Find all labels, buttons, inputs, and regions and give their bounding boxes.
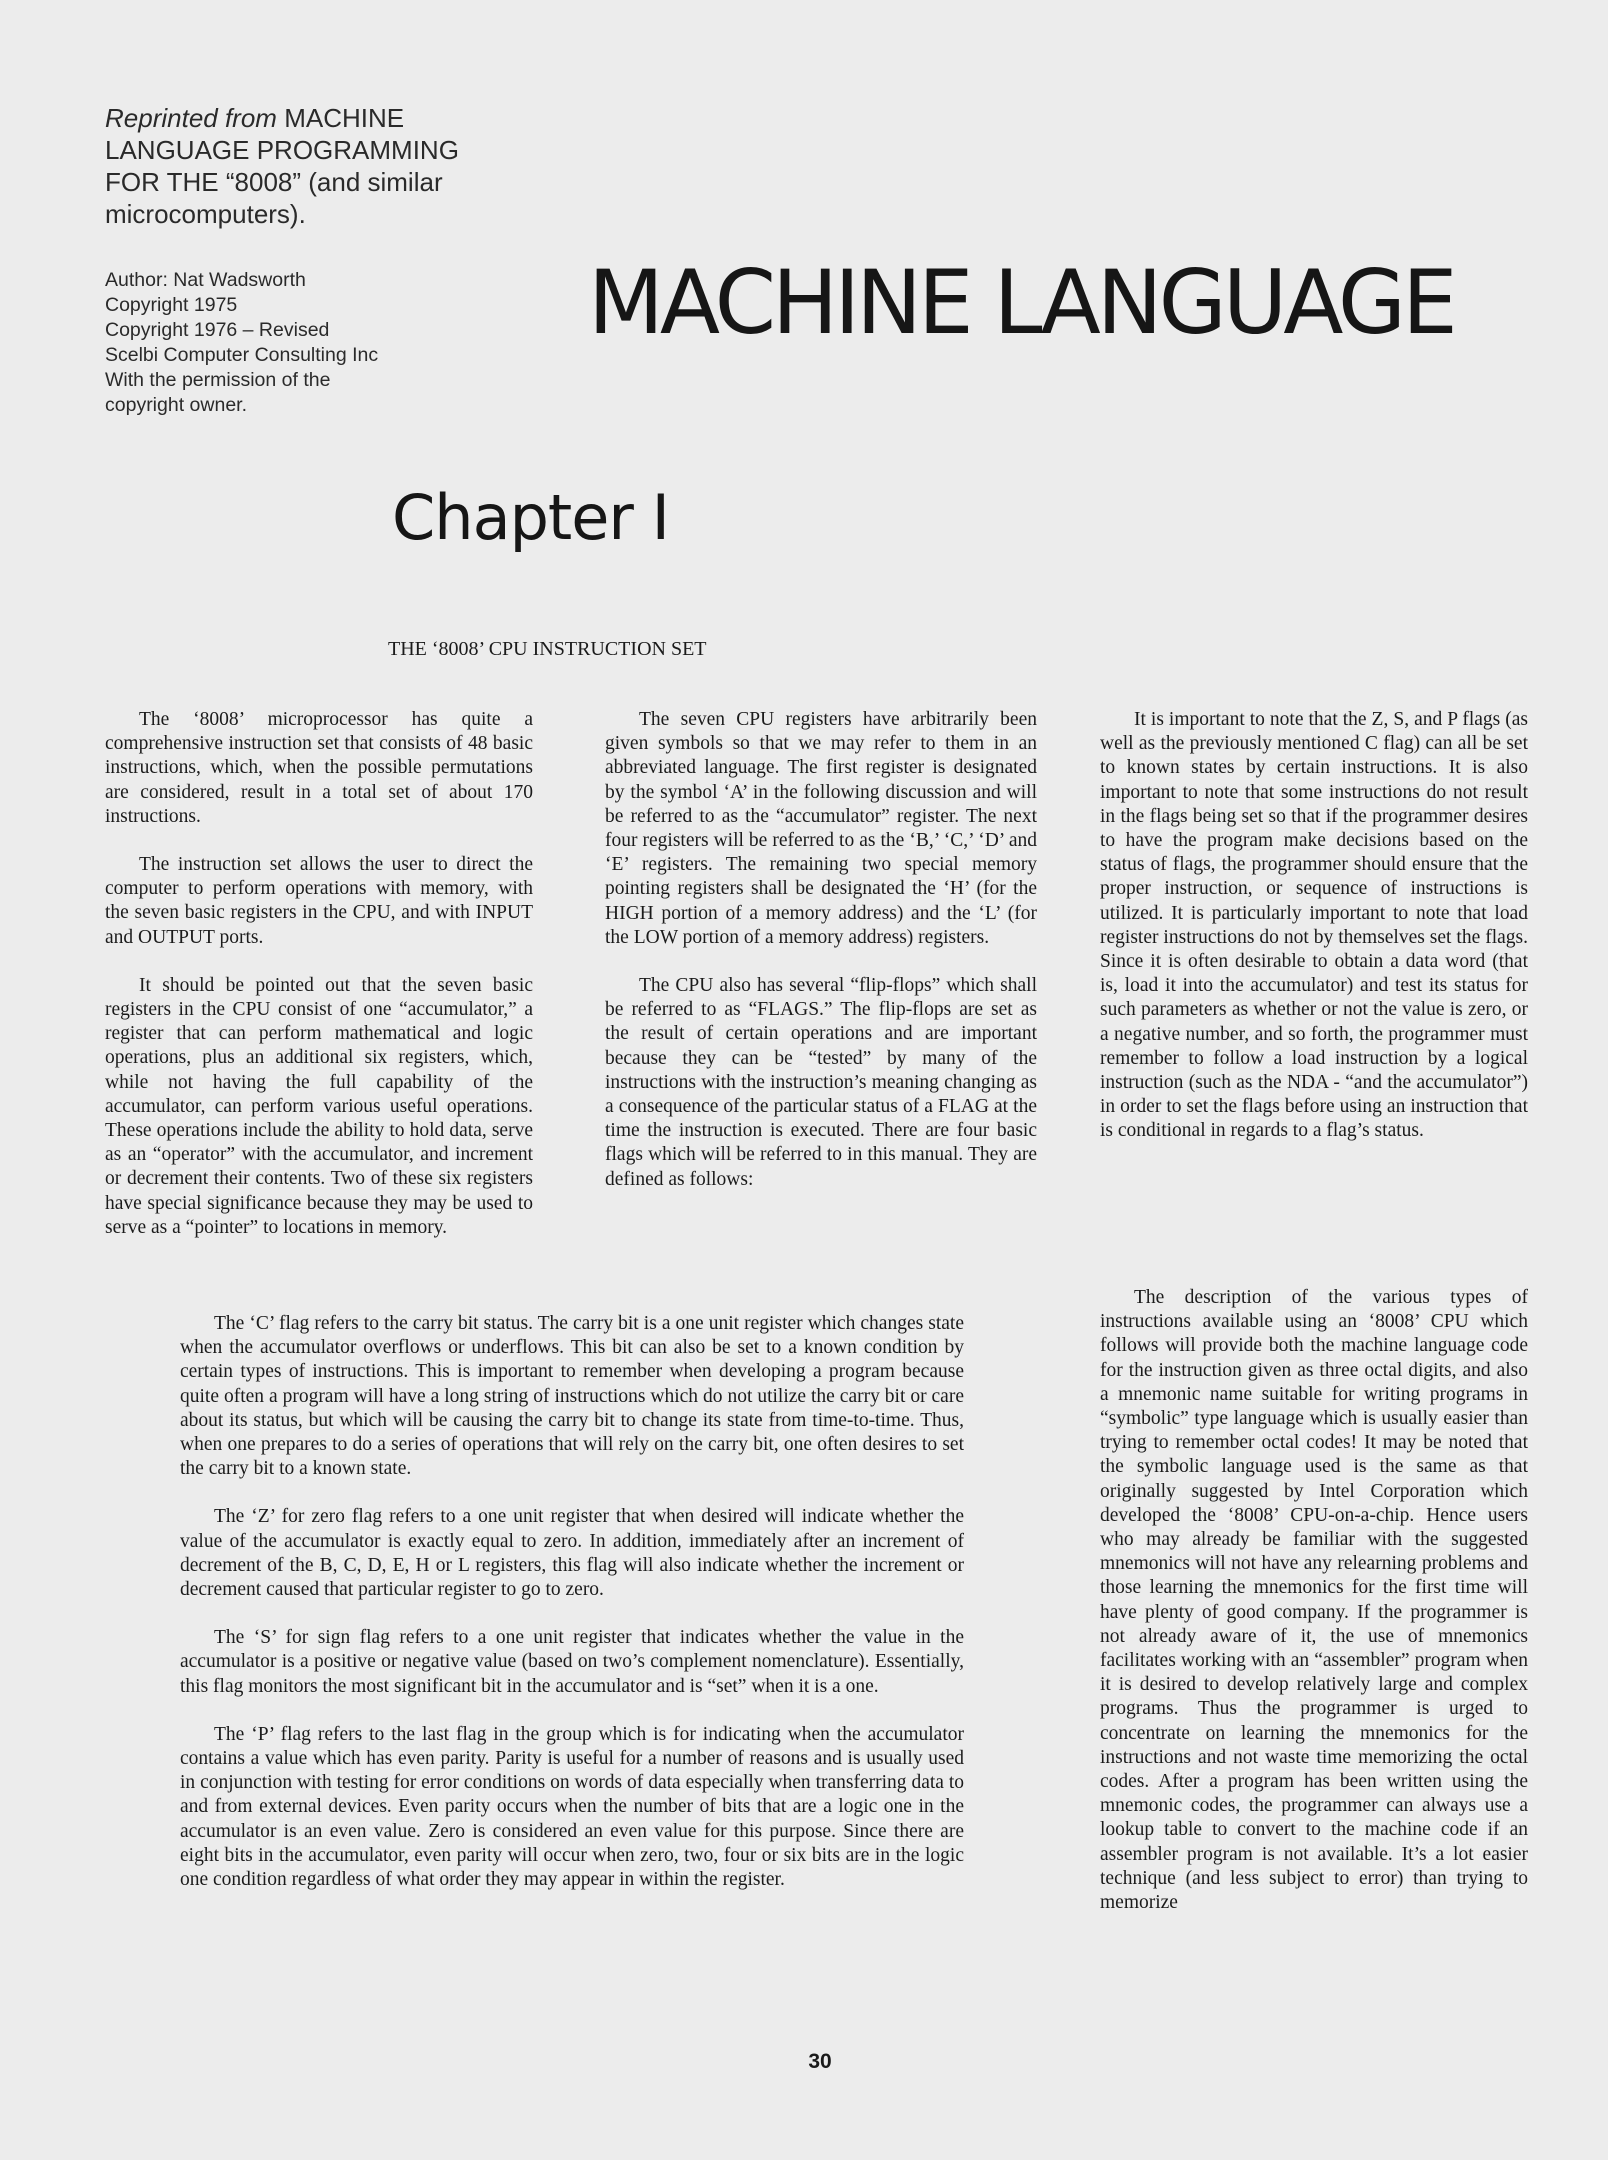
paragraph: The ‘8008’ microprocessor has quite a comprehensive instruction set that consists of 48 basic instructions, which, when the possible permutations are considered, result in a total set of about 170 instructions. [105,709,533,827]
paragraph: The seven CPU registers have arbitrarily been given symbols so that we may refer to them in an abbreviated language. The first register is designated by the symbol ‘A’ in the following discussion and will be referred to as the “accumulator” register. The next four registers will be referred to as the ‘B,’ ‘C,’ ‘D’ and ‘E’ registers. The remaining two special memory pointing registers shall be designated the ‘H’ (for the HIGH portion of a memory address) and the ‘L’ (for the LOW portion of a memory address) registers. [605,709,1037,948]
paragraph: It should be pointed out that the seven basic registers in the CPU consist of one “accumulator,” a register that can perform mathematical and logic operations, plus an additional six registers, which, while not having the full capability of the accumulator, can perform various useful operations. These operations include the ability to hold data, serve as an “operator” with the accumulator, and increment or decrement their contents. Two of these six registers have special significance because they may be used to serve as a “pointer” to locations in memory. [105,974,533,1238]
credit-line: Copyright 1976 – Revised [105,319,330,341]
flag-paragraph-p: The ‘P’ flag refers to the last flag in the group which is for indicating when the accumulator contains a value which has even parity. Parity is useful for a number of reasons and is usually used in conjunction with testing for error conditions on words of data especially when transferring data to and from external devices. Even parity occurs when the number of bits that are a logic one in the accumulator is an even value. Zero is considered an even value for this purpose. Since there are eight bits in the accumulator, even parity will occur when zero, two, four or six bits are in the logic one condition regardless of what order they may appear in within the register. [180,1723,964,1891]
chapter-heading: Chapter I [392,481,669,554]
page-title: MACHINE LANGUAGE [588,251,1454,354]
text-column-3 [1100,708,1528,1144]
paragraph: It is important to note that the Z, S, and P flags (as well as the previously mentioned C flag) can all be set to known states by certain instructions. It is also important to note that some instructions do not result in the flags being set so that if the programmer desires to have the program make decisions based on the status of flags, the programmer should ensure that the proper instruction, or sequence of instructions is utilized. It is particularly important to note that load register instructions do not by themselves set the flags. Since it is often desirable to obtain a data word (that is, load it into the accumulator) and test its status for such parameters as whether or not the value is zero, or a negative number, and so forth, the programmer must remember to follow a load instruction by a logical instruction (such as the NDA - “and the accumulator”) in order to set the flags before using an instruction that is conditional in regards to a flag’s status. [1100,709,1528,1142]
flag-definitions [180,1312,964,1892]
credit-line: Copyright 1975 [105,294,238,316]
section-heading: THE ‘8008’ CPU INSTRUCTION SET [388,638,707,660]
credit-line: With the permission of the [105,369,331,391]
page-number: 30 [808,2050,832,2073]
paragraph: The instruction set allows the user to direct the computer to perform operations with memory, with the seven basic registers in the CPU, and with INPUT and OUTPUT ports. [105,854,533,948]
credit-line: Scelbi Computer Consulting Inc [105,344,379,366]
reprint-notice [105,102,505,230]
paragraph: The description of the various types of instructions available using an ‘8008’ CPU which follows will provide both the machine language code for the instruction given as three octal digits, and also a mnemonic name suitable for writing programs in “symbolic” type language which is usually easier than trying to remember octal codes! It may be noted that the symbolic language used is the same as that originally suggested by Intel Corporation which developed the ‘8008’ CPU-on-a-chip. Hence users who may already be familiar with the suggested mnemonics will not have any relearning problems and those learning the mnemonics for the first time will have plenty of good company. If the programmer is not already aware of it, the use of mnemonics facilitates working with an “assembler” program when it is desired to develop relatively large and complex programs. Thus the programmer is urged to concentrate on learning the mnemonics for the instructions and not waste time memorizing the octal codes. After a program has been written using the mnemonic codes, the programmer can always use a lookup table to convert to the machine code if an assembler program is not available. It’s a lot easier technique (and less subject to error) than trying to memorize [1100,1287,1528,1914]
credit-line: copyright owner. [105,394,247,416]
reprint-source: MACHINE LANGUAGE PROGRAMMING FOR THE “8008” (and similar microcomputers). [105,103,459,229]
flag-paragraph-z: The ‘Z’ for zero flag refers to a one unit register that when desired will indicate whether the value of the accumulator is exactly equal to zero. In addition, immediately after an increment of decrement of the B, C, D, E, H or L registers, this flag will also indicate whether the increment or decrement caused that particular register to go to zero. [180,1506,964,1601]
reprint-italic: Reprinted from [105,103,277,133]
text-column-3-continued [1100,1286,1528,1915]
flag-paragraph-s: The ‘S’ for sign flag refers to a one unit register that indicates whether the value in the accumulator is a positive or negative value (based on two’s complement nomenclature). Essentially, this flag monitors the most significant bit in the accumulator and is “set” when it is a one. [180,1627,964,1697]
text-column-2 [605,708,1037,1192]
paragraph: The CPU also has several “flip-flops” which shall be referred to as “FLAGS.” The flip-flops are set as the result of certain operations and are important because they can be “tested” by many of the instructions with the instruction’s meaning changing as a consequence of the particular status of a FLAG at the time the instruction is executed. There are four basic flags which will be referred to in this manual. They are defined as follows: [605,975,1037,1190]
copyright-credits [105,268,485,418]
text-column-1 [105,708,533,1240]
flag-paragraph-c: The ‘C’ flag refers to the carry bit status. The carry bit is a one unit register which changes state when the accumulator overflows or underflows. This bit can also be set to a known condition by certain types of instructions. This is important to remember when developing a program because quite often a program will have a long string of instructions which do not utilize the carry bit or care about its status, but which will be causing the carry bit to change its state from time-to-time. Thus, when one prepares to do a series of operations that will rely on the carry bit, one often desires to set the carry bit to a known state. [180,1313,964,1480]
credit-line: Author: Nat Wadsworth [105,269,306,291]
